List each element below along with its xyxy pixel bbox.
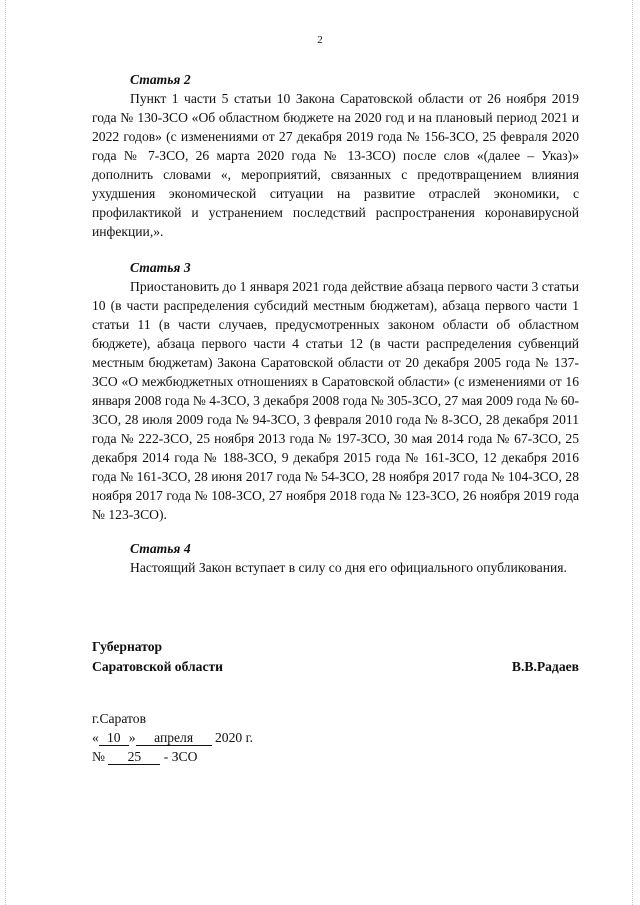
right-scan-edge — [632, 0, 633, 905]
article-3-text: Приостановить до 1 января 2021 года действие абзаца первого части 3 статьи 10 (в части распределения субсидий местным бюджетам), абзаца первого части 1 статьи 11 (в части случаев, предусмотренных законом области об областном бюджете), абзаца первого части 4 статьи 12 (в части распределения субвенций местным бюджетам) Закона Саратовской области от 20 декабря 2005 года № 137-ЗСО «О межбюджетных отношениях в Саратовской области» (с изменениями от 16 января 2008 года № 4-ЗСО, 3 декабря 2008 года № 305-ЗСО, 27 мая 2009 года № 60-ЗСО, 28 июля 2009 года № 94-ЗСО, 3 февраля 2010 года № 8-ЗСО, 28 декабря 2011 года № 222-ЗСО, 25 ноября 2013 года № 197-ЗСО, 30 мая 2014 года № 67-ЗСО, 25 декабря 2014 года № 188-ЗСО, 9 декабря 2015 года № 161-ЗСО, 12 декабря 2016 года № 161-ЗСО, 28 июня 2017 года № 54-ЗСО, 28 ноября 2017 года № 104-ЗСО, 28 ноября 2017 года № 108-ЗСО, 27 ноября 2018 года № 123-ЗСО, 26 ноября 2019 года № 123-ЗСО). — [92, 279, 579, 522]
date-month: апреля — [136, 731, 212, 746]
page-number: 2 — [317, 34, 323, 46]
article-4 — [92, 539, 579, 577]
signatory-title-line-1: Губернатор — [92, 639, 163, 654]
article-4-text: Настоящий Закон вступает в силу со дня его официального опубликования. — [130, 560, 567, 575]
date-quote-close: » — [128, 730, 136, 745]
article-2 — [92, 70, 579, 241]
article-2-heading: Статья 2 — [130, 72, 191, 87]
signatory-title-line-2: Саратовской области — [92, 659, 224, 674]
law-number-suffix: - ЗСО — [163, 749, 198, 764]
date-day: 10 — [99, 731, 129, 746]
law-number: 25 — [108, 750, 160, 765]
left-scan-edge — [5, 0, 6, 905]
article-2-text: Пункт 1 части 5 статьи 10 Закона Саратовской области от 26 ноября 2019 года № 130-ЗСО «Об областном бюджете на 2020 год и на плановый период 2021 и 2022 годов» (с изменениями от 27 декабря 2019 года № 156-ЗСО, 25 февраля 2020 года № 7-ЗСО, 26 марта 2020 года № 13-ЗСО) после слов «(далее – Указ)» дополнить словами «, мероприятий, связанных с предотвращением влияния ухудшения экономической ситуации на развитие отраслей экономики, с профилактикой и устранением последствий распространения коронавирусной инфекции,». — [92, 91, 579, 239]
article-4-heading: Статья 4 — [130, 541, 191, 556]
law-number-line — [92, 747, 392, 766]
city: г.Саратов — [92, 711, 146, 726]
date-quote-open: « — [92, 730, 99, 745]
place-date-number-block — [92, 709, 392, 766]
law-text-body — [92, 70, 579, 577]
signatory-name: В.В.Радаев — [511, 659, 579, 674]
law-number-label: № — [92, 749, 105, 764]
article-3-heading: Статья 3 — [130, 260, 191, 275]
governor-signature-block — [92, 637, 579, 677]
adoption-date-line — [92, 728, 392, 747]
date-year: 2020 г. — [215, 730, 254, 745]
article-3 — [92, 258, 579, 524]
